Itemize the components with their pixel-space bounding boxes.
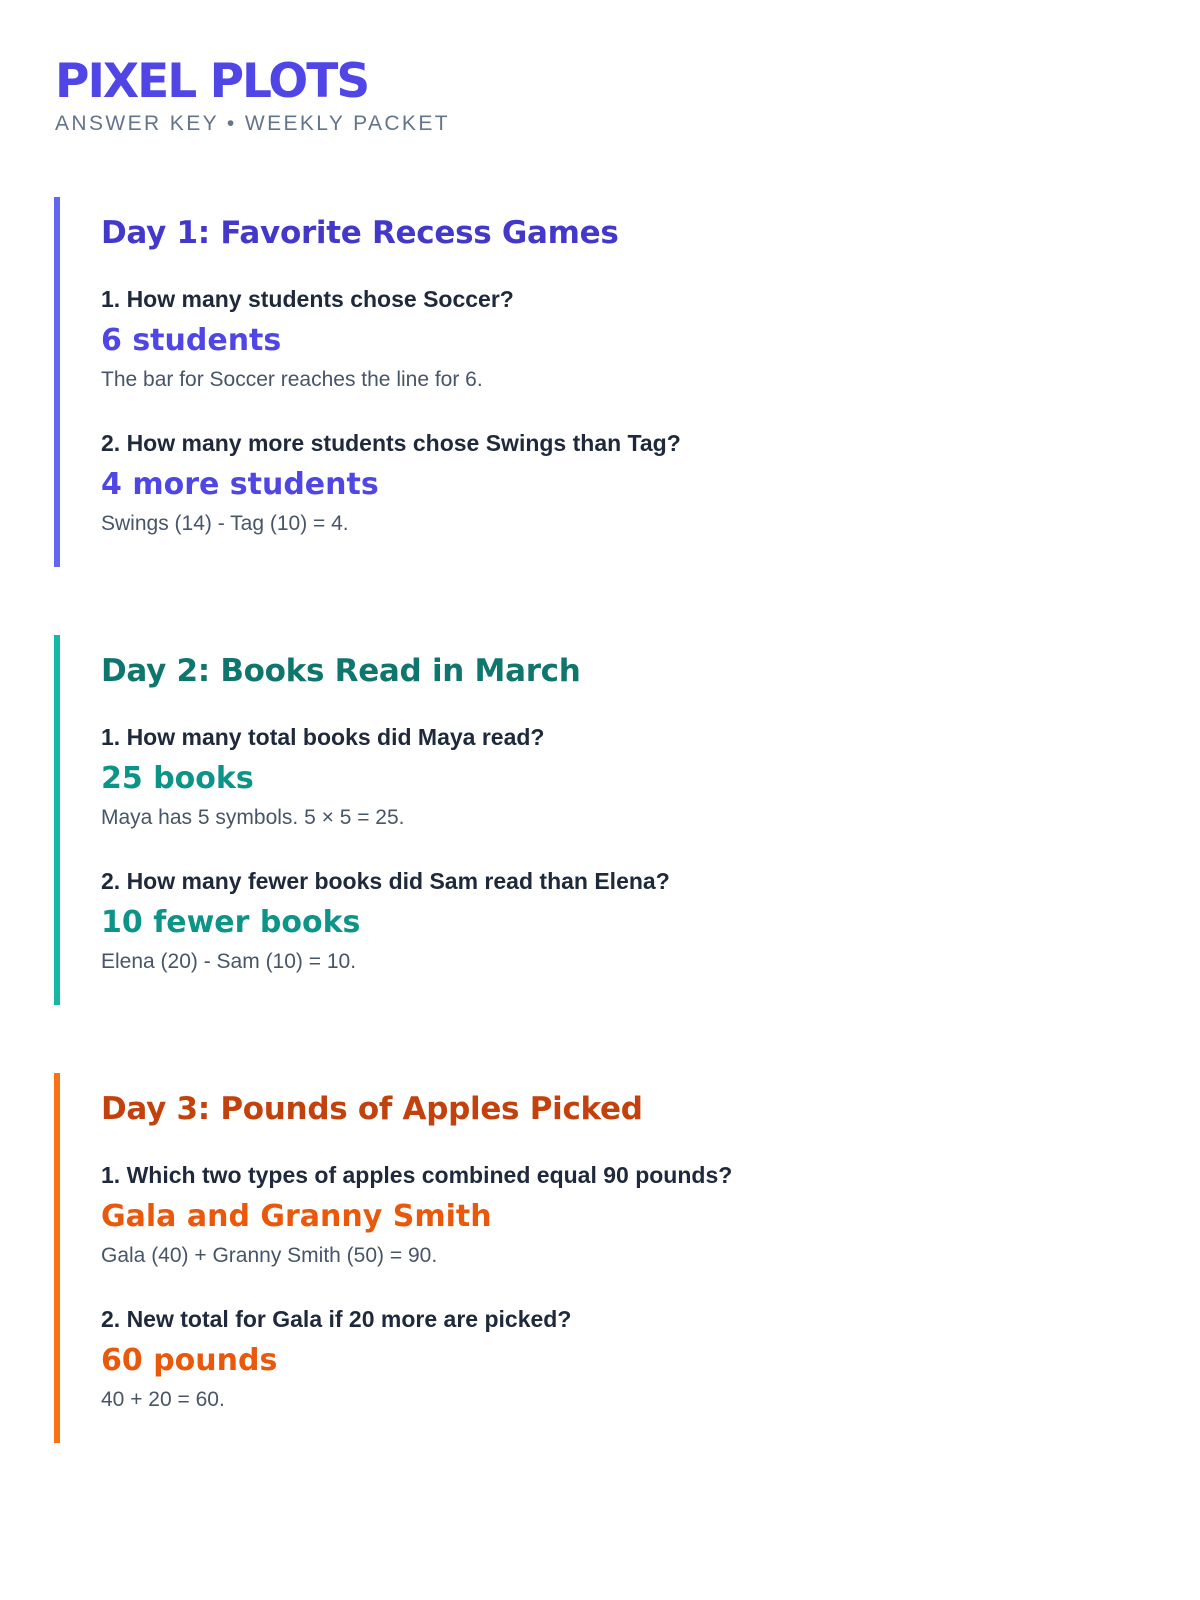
question-text: 2. How many fewer books did Sam read than Elena?: [101, 868, 670, 894]
answer-text: 4 more students: [101, 467, 379, 502]
question-text: 1. Which two types of apples combined equal 90 pounds?: [101, 1162, 733, 1188]
question-text: 1. How many students chose Soccer?: [101, 286, 514, 312]
question-text: 2. New total for Gala if 20 more are picked?: [101, 1306, 572, 1332]
explanation-text: Swings (14) - Tag (10) = 4.: [101, 512, 349, 535]
explanation-text: Maya has 5 symbols. 5 × 5 = 25.: [101, 806, 405, 829]
page-header: [55, 54, 450, 136]
answer-text: 10 fewer books: [101, 905, 361, 940]
answer-text: 60 pounds: [101, 1343, 278, 1378]
day-3-question-2: [101, 1304, 1054, 1414]
question-text: 2. How many more students chose Swings than Tag?: [101, 430, 681, 456]
day-1-question-1: [101, 284, 1054, 394]
question-text: 1. How many total books did Maya read?: [101, 724, 545, 750]
explanation-text: 40 + 20 = 60.: [101, 1388, 225, 1411]
explanation-text: The bar for Soccer reaches the line for 6.: [101, 368, 483, 391]
day-3-accent-bar: [54, 1073, 60, 1443]
day-3-title: Day 3: Pounds of Apples Picked: [101, 1091, 643, 1127]
day-2-question-2: [101, 866, 1054, 976]
explanation-text: Elena (20) - Sam (10) = 10.: [101, 950, 357, 973]
day-2-accent-bar: [54, 635, 60, 1005]
day-1-section: [54, 197, 1054, 567]
day-1-question-2: [101, 428, 1054, 538]
day-3-question-1: [101, 1160, 1054, 1270]
day-3-section: [54, 1073, 1054, 1443]
answer-text: 25 books: [101, 761, 254, 796]
explanation-text: Gala (40) + Granny Smith (50) = 90.: [101, 1244, 438, 1267]
day-2-question-1: [101, 722, 1054, 832]
day-1-title: Day 1: Favorite Recess Games: [101, 215, 619, 251]
day-1-accent-bar: [54, 197, 60, 567]
day-2-section: [54, 635, 1054, 1005]
answer-text: Gala and Granny Smith: [101, 1199, 492, 1234]
answer-text: 6 students: [101, 323, 282, 358]
page-title: PIXEL PLOTS: [55, 54, 369, 109]
page-subtitle: ANSWER KEY • WEEKLY PACKET: [55, 112, 450, 135]
day-2-title: Day 2: Books Read in March: [101, 653, 581, 689]
